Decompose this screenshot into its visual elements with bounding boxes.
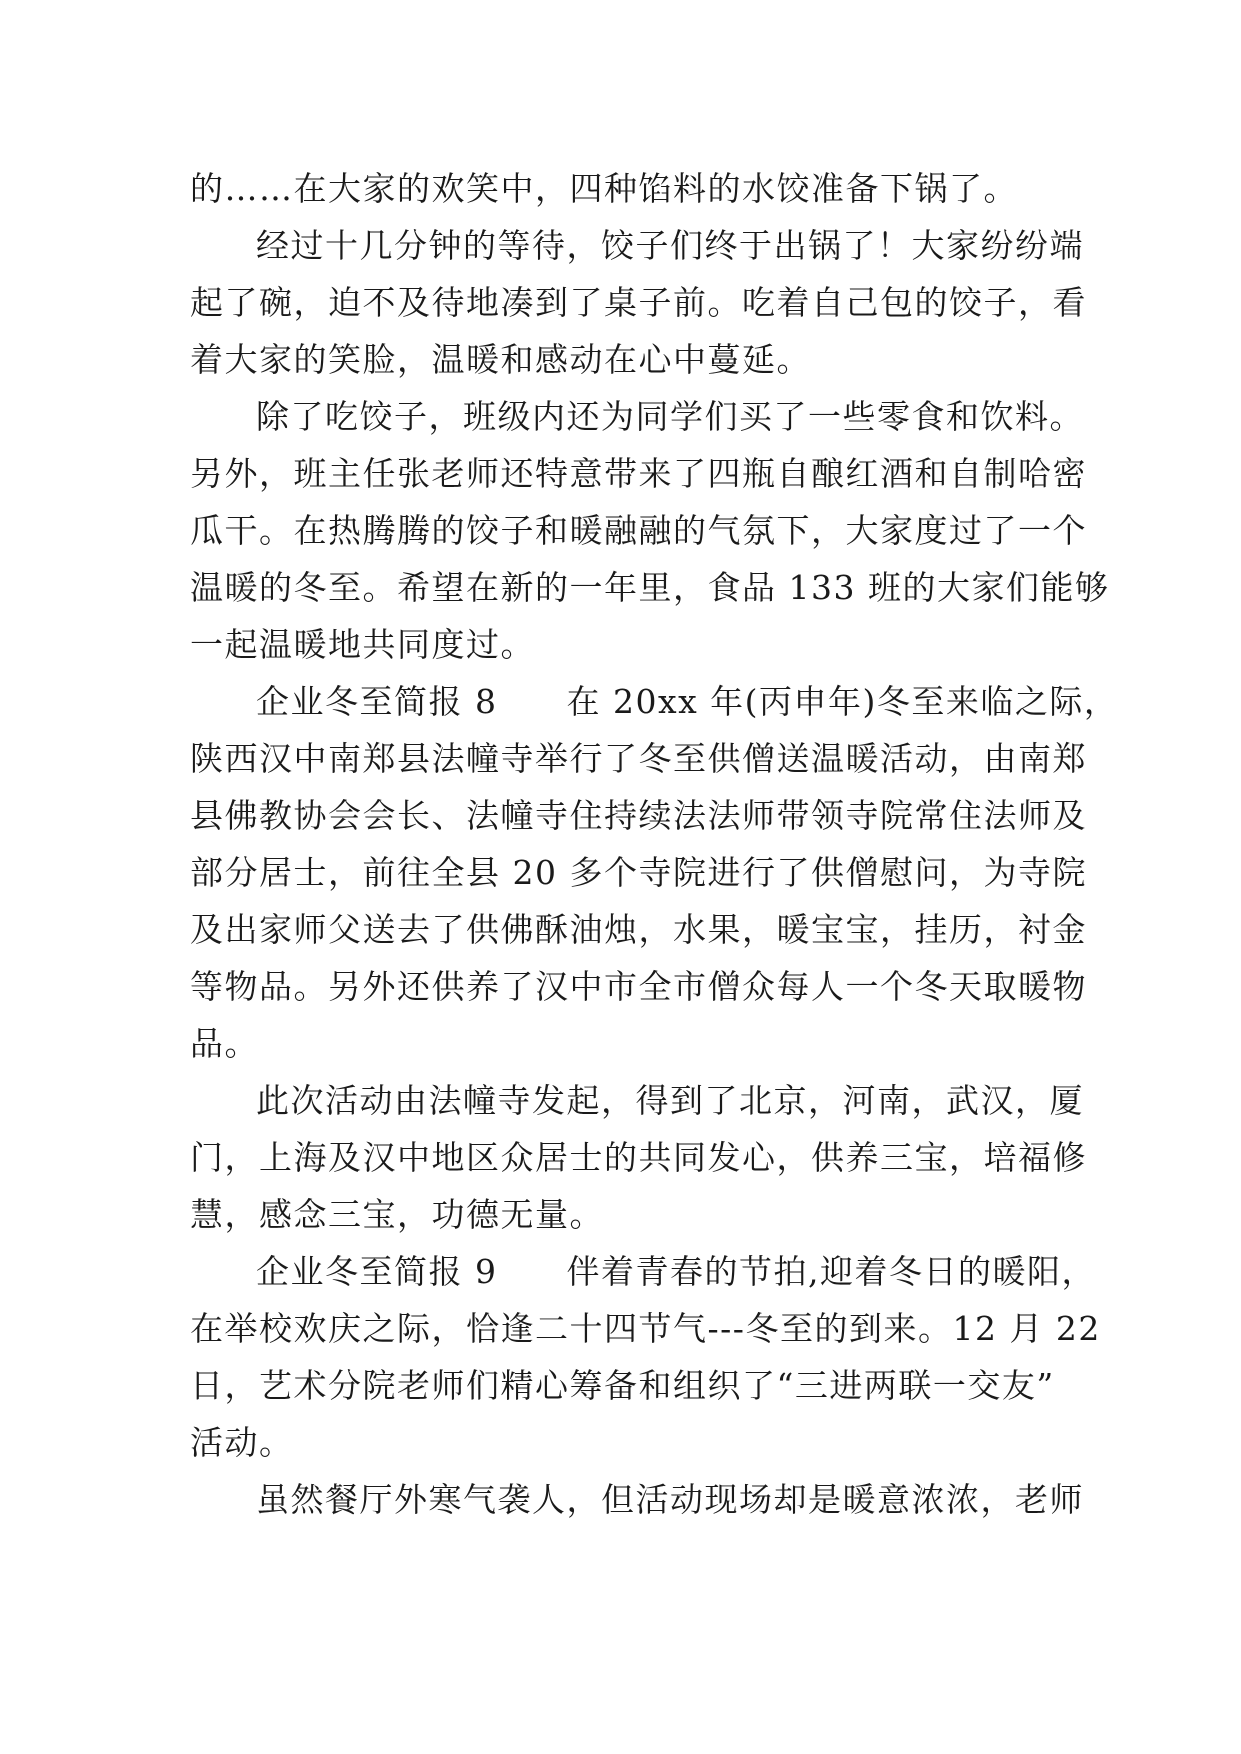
text-line: 起了碗，迫不及待地凑到了桌子前。吃着自己包的饺子，看 [190, 283, 1087, 322]
text-line: 除了吃饺子，班级内还为同学们买了一些零食和饮料。 [256, 397, 1084, 436]
text-line: 瓜干。在热腾腾的饺子和暖融融的气氛下，大家度过了一个 [190, 511, 1087, 550]
text-line: 另外，班主任张老师还特意带来了四瓶自酿红酒和自制哈密 [190, 454, 1087, 493]
text-line: 及出家师父送去了供佛酥油烛，水果，暖宝宝，挂历，衬金 [190, 910, 1087, 949]
text-line: 活动。 [190, 1423, 294, 1462]
text-line: 企业冬至简报 8 在 20xx 年(丙申年)冬至来临之际， [256, 682, 1119, 721]
text-line: 一起温暖地共同度过。 [190, 625, 535, 664]
text-line: 在举校欢庆之际，恰逢二十四节气---冬至的到来。12 月 22 [190, 1309, 1101, 1348]
text-line: 门，上海及汉中地区众居士的共同发心，供养三宝，培福修 [190, 1138, 1087, 1177]
text-line: 着大家的笑脸，温暖和感动在心中蔓延。 [190, 340, 811, 379]
text-line: 企业冬至简报 9 伴着青春的节拍,迎着冬日的暖阳， [256, 1252, 1096, 1291]
text-line: 的……在大家的欢笑中，四种馅料的水饺准备下锅了。 [190, 169, 1018, 208]
text-line: 日，艺术分院老师们精心筹备和组织了“三进两联一交友” [190, 1366, 1055, 1405]
text-line: 县佛教协会会长、法幢寺住持续法法师带领寺院常住法师及 [190, 796, 1087, 835]
text-line: 此次活动由法幢寺发起，得到了北京，河南，武汉，厦 [256, 1081, 1084, 1120]
text-line: 慧，感念三宝，功德无量。 [190, 1195, 604, 1234]
text-line: 陕西汉中南郑县法幢寺举行了冬至供僧送温暖活动，由南郑 [190, 739, 1087, 778]
document-body [190, 160, 1119, 1528]
text-line: 等物品。另外还供养了汉中市全市僧众每人一个冬天取暖物 [190, 967, 1087, 1006]
text-line: 部分居士，前往全县 20 多个寺院进行了供僧慰问，为寺院 [190, 853, 1087, 892]
text-line: 温暖的冬至。希望在新的一年里，食品 133 班的大家们能够 [190, 568, 1110, 607]
text-line: 虽然餐厅外寒气袭人，但活动现场却是暖意浓浓，老师 [256, 1480, 1084, 1519]
text-line: 经过十几分钟的等待，饺子们终于出锅了！大家纷纷端 [256, 226, 1084, 265]
text-line: 品。 [190, 1024, 259, 1063]
